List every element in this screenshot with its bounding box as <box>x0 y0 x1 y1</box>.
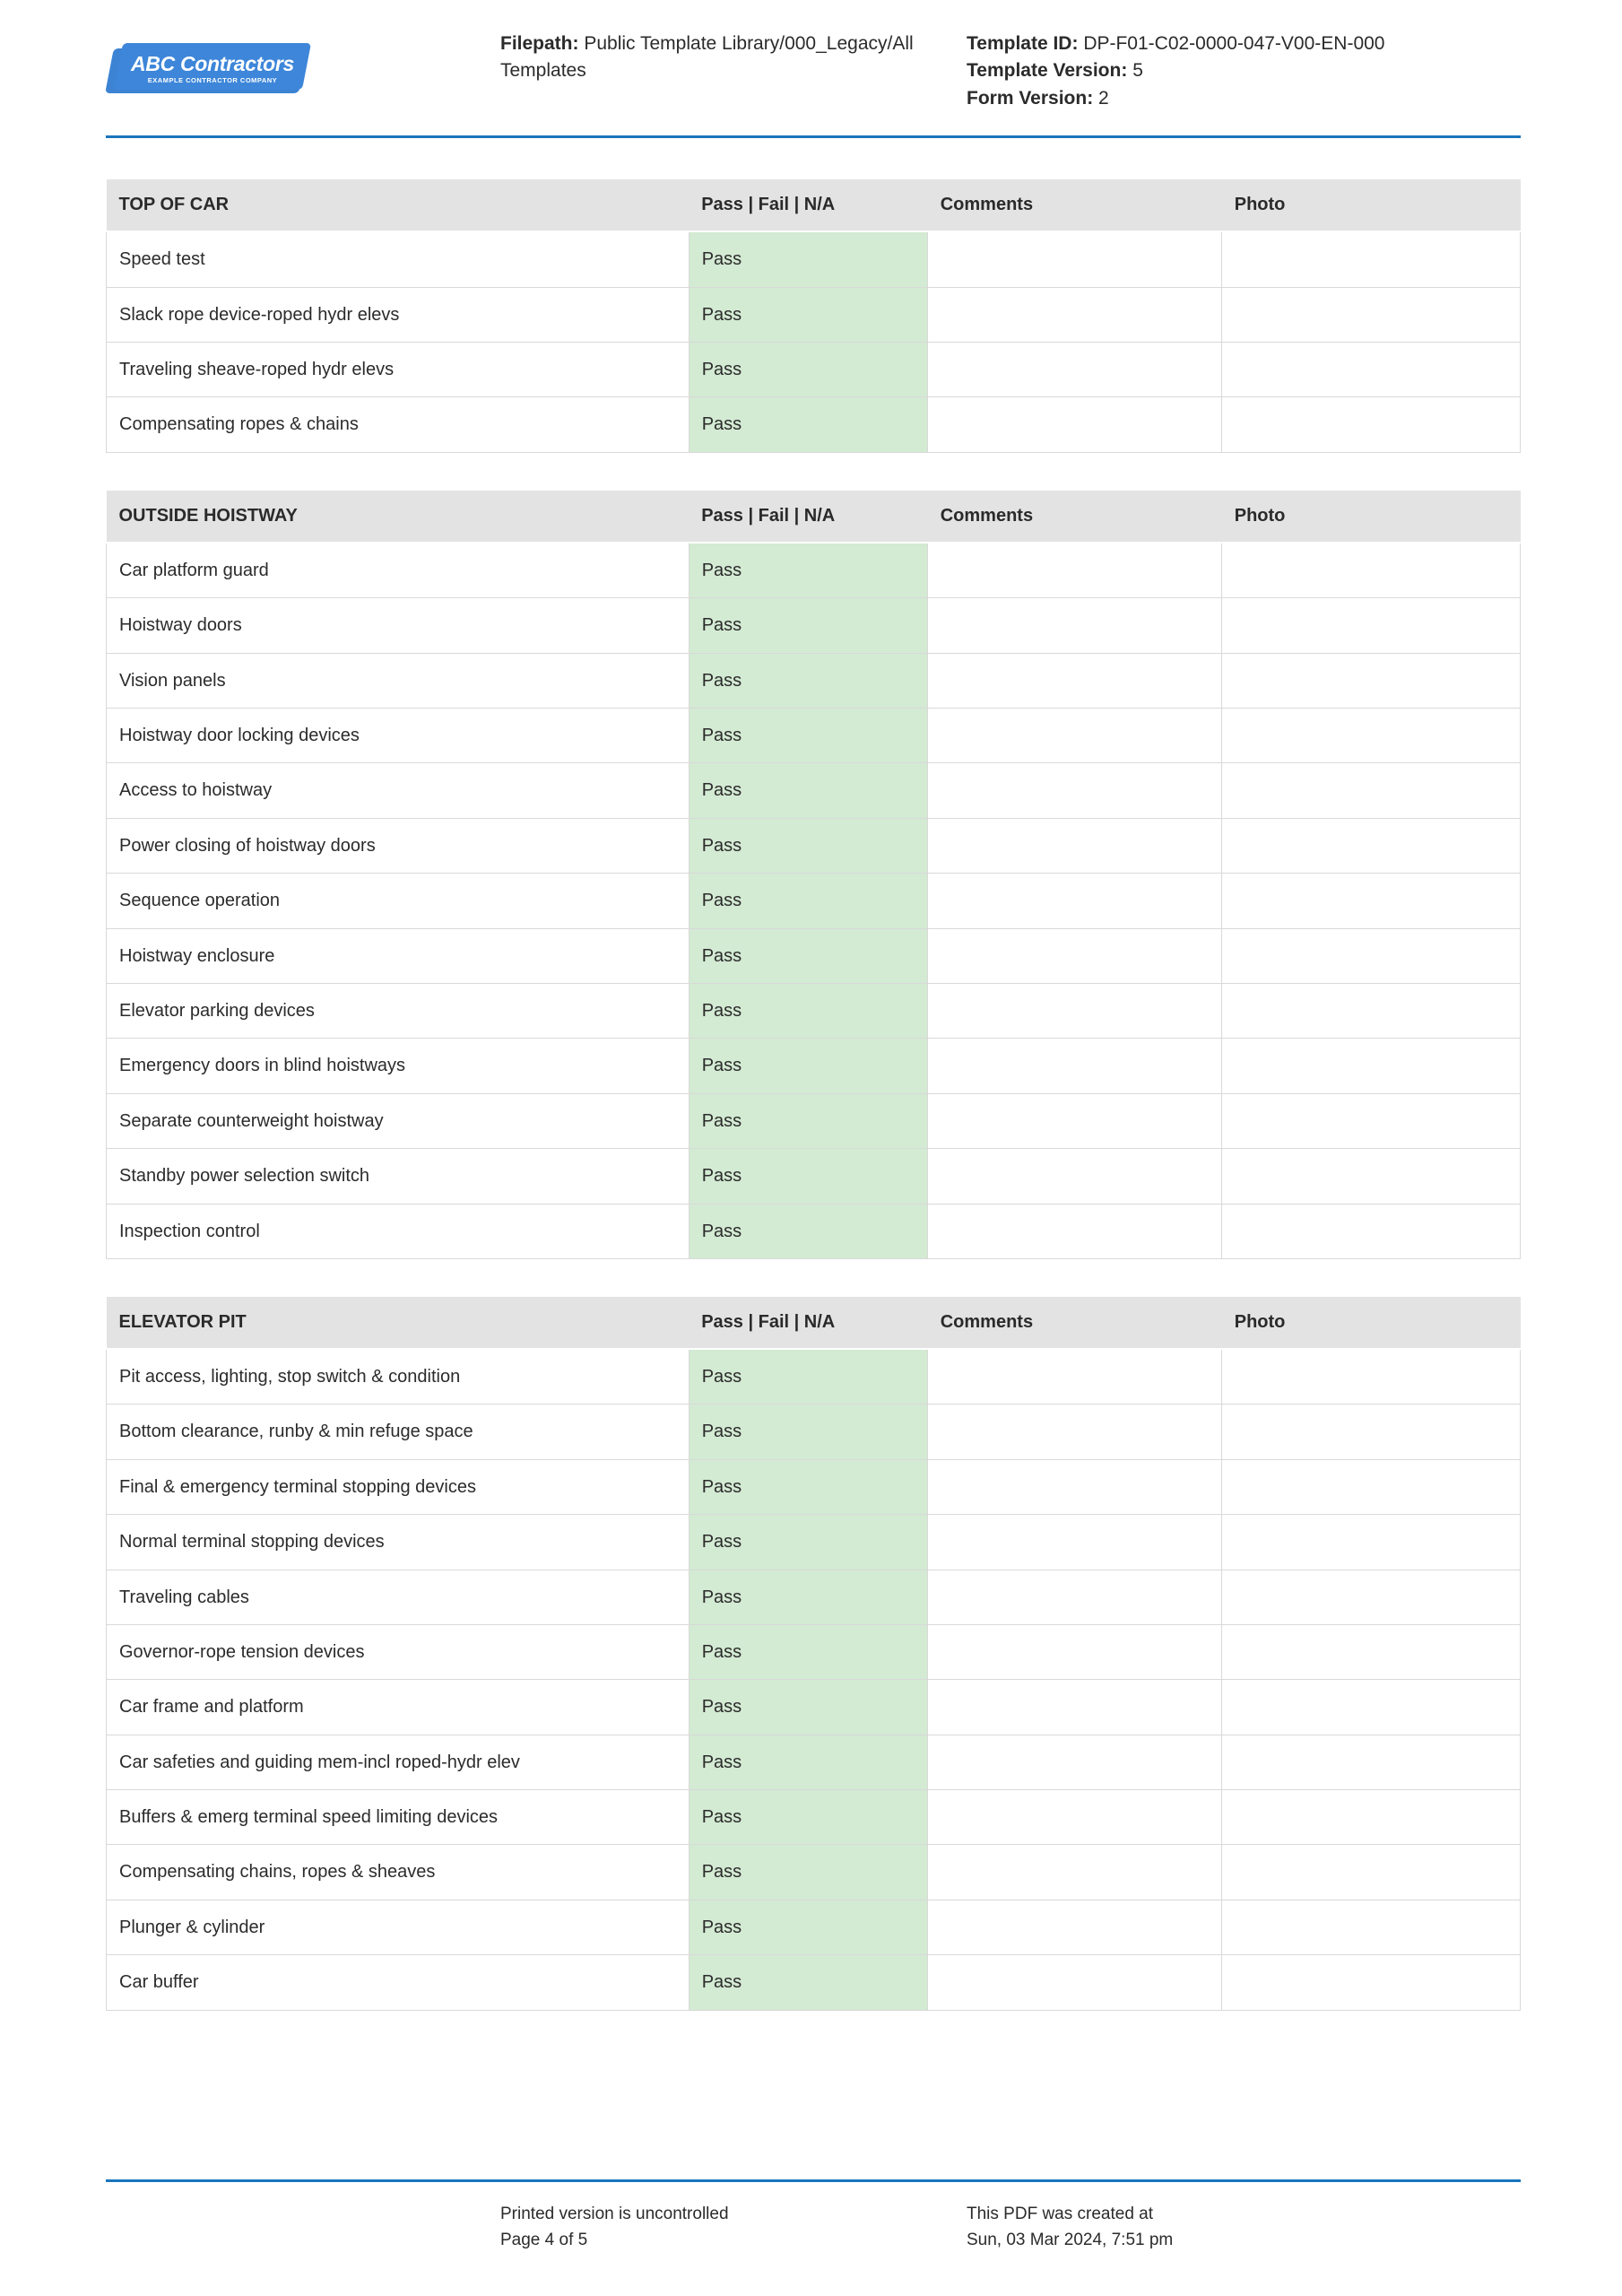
status-cell[interactable]: Pass <box>689 543 928 598</box>
checklist-item-label: Elevator parking devices <box>107 984 690 1039</box>
photo-cell[interactable] <box>1222 1459 1521 1514</box>
table-row <box>107 1515 1521 1570</box>
photo-cell[interactable] <box>1222 1149 1521 1204</box>
comments-cell[interactable] <box>928 763 1222 818</box>
checklist-item-label: Sequence operation <box>107 874 690 928</box>
checklist-item-label: Hoistway doors <box>107 598 690 653</box>
status-cell[interactable]: Pass <box>689 1624 928 1679</box>
comments-cell[interactable] <box>928 984 1222 1039</box>
status-cell[interactable]: Pass <box>689 1459 928 1514</box>
column-header-comments: Comments <box>928 179 1222 231</box>
comments-cell[interactable] <box>928 1680 1222 1735</box>
photo-cell[interactable] <box>1222 818 1521 873</box>
photo-cell[interactable] <box>1222 1900 1521 1954</box>
photo-cell[interactable] <box>1222 1624 1521 1679</box>
status-cell[interactable]: Pass <box>689 1900 928 1954</box>
document-footer <box>0 2179 1622 2253</box>
pdf-created-value: Sun, 03 Mar 2024, 7:51 pm <box>967 2230 1174 2249</box>
checklist-item-label: Final & emergency terminal stopping devices <box>107 1459 690 1514</box>
photo-cell[interactable] <box>1222 231 1521 287</box>
template-version-value: 5 <box>1132 60 1143 82</box>
photo-cell[interactable] <box>1222 1790 1521 1845</box>
photo-cell[interactable] <box>1222 874 1521 928</box>
checklist-item-label: Car safeties and guiding mem-incl roped-hydr elev <box>107 1735 690 1789</box>
comments-cell[interactable] <box>928 543 1222 598</box>
status-cell[interactable]: Pass <box>689 1204 928 1258</box>
checklist-item-label: Pit access, lighting, stop switch & condition <box>107 1349 690 1405</box>
status-cell[interactable]: Pass <box>689 653 928 708</box>
template-id-value: DP-F01-C02-0000-047-V00-EN-000 <box>1083 33 1385 54</box>
status-cell[interactable]: Pass <box>689 1680 928 1735</box>
table-row <box>107 1093 1521 1148</box>
template-id-line <box>967 30 1469 57</box>
photo-cell[interactable] <box>1222 763 1521 818</box>
photo-cell[interactable] <box>1222 1204 1521 1258</box>
photo-cell[interactable] <box>1222 1735 1521 1789</box>
status-cell[interactable]: Pass <box>689 1039 928 1093</box>
table-header-row <box>107 179 1521 231</box>
table-row <box>107 1405 1521 1459</box>
photo-cell[interactable] <box>1222 1680 1521 1735</box>
checklist-table <box>106 179 1521 453</box>
status-cell[interactable]: Pass <box>689 1149 928 1204</box>
status-cell[interactable]: Pass <box>689 1093 928 1148</box>
template-version-line <box>967 57 1469 84</box>
status-cell[interactable]: Pass <box>689 818 928 873</box>
checklist-item-label: Power closing of hoistway doors <box>107 818 690 873</box>
checklist-item-label: Traveling sheave-roped hydr elevs <box>107 343 690 397</box>
photo-cell[interactable] <box>1222 928 1521 983</box>
filepath-label: Filepath: <box>500 33 579 54</box>
status-cell[interactable]: Pass <box>689 1349 928 1405</box>
photo-cell[interactable] <box>1222 1845 1521 1900</box>
checklist-item-label: Compensating ropes & chains <box>107 397 690 452</box>
pdf-created-label: This PDF was created at <box>967 2205 1154 2223</box>
photo-cell[interactable] <box>1222 1093 1521 1148</box>
comments-cell[interactable] <box>928 1405 1222 1459</box>
table-row <box>107 1349 1521 1405</box>
template-id-label: Template ID: <box>967 33 1079 54</box>
table-row <box>107 598 1521 653</box>
table-row <box>107 397 1521 452</box>
table-row <box>107 818 1521 873</box>
comments-cell[interactable] <box>928 928 1222 983</box>
checklist-table <box>106 491 1521 1259</box>
checklist-item-label: Access to hoistway <box>107 763 690 818</box>
comments-cell[interactable] <box>928 1349 1222 1405</box>
comments-cell[interactable] <box>928 1735 1222 1789</box>
photo-cell[interactable] <box>1222 397 1521 452</box>
status-cell[interactable]: Pass <box>689 928 928 983</box>
comments-cell[interactable] <box>928 1955 1222 2010</box>
footer-pdf-block <box>967 2202 1469 2253</box>
table-row <box>107 763 1521 818</box>
table-header-row <box>107 491 1521 543</box>
photo-cell[interactable] <box>1222 1955 1521 2010</box>
form-version-label: Form Version: <box>967 87 1094 109</box>
table-row <box>107 343 1521 397</box>
company-logo <box>106 41 310 97</box>
photo-cell[interactable] <box>1222 287 1521 342</box>
table-row <box>107 874 1521 928</box>
checklist-item-label: Plunger & cylinder <box>107 1900 690 1954</box>
checklist-item-label: Emergency doors in blind hoistways <box>107 1039 690 1093</box>
logo-text-wrap <box>106 41 310 97</box>
status-cell[interactable]: Pass <box>689 1515 928 1570</box>
table-row <box>107 1204 1521 1258</box>
template-meta-block <box>967 27 1469 112</box>
checklist-item-label: Compensating chains, ropes & sheaves <box>107 1845 690 1900</box>
page-number: Page 4 of 5 <box>500 2230 588 2249</box>
footer-row <box>0 2182 1622 2253</box>
table-row <box>107 709 1521 763</box>
status-cell[interactable]: Pass <box>689 1845 928 1900</box>
column-header-photo: Photo <box>1222 179 1521 231</box>
table-row <box>107 1459 1521 1514</box>
column-header-status: Pass | Fail | N/A <box>689 1297 928 1349</box>
comments-cell[interactable] <box>928 818 1222 873</box>
photo-cell[interactable] <box>1222 543 1521 598</box>
uncontrolled-notice: Printed version is uncontrolled <box>500 2205 729 2223</box>
column-header-comments: Comments <box>928 1297 1222 1349</box>
comments-cell[interactable] <box>928 1515 1222 1570</box>
status-cell[interactable]: Pass <box>689 709 928 763</box>
photo-cell[interactable] <box>1222 598 1521 653</box>
status-cell[interactable]: Pass <box>689 1735 928 1789</box>
status-cell[interactable]: Pass <box>689 598 928 653</box>
filepath-block <box>500 27 967 85</box>
comments-cell[interactable] <box>928 343 1222 397</box>
checklist-item-label: Standby power selection switch <box>107 1149 690 1204</box>
status-cell[interactable]: Pass <box>689 874 928 928</box>
photo-cell[interactable] <box>1222 709 1521 763</box>
filepath-value: Public Template Library/000_Legacy/All Templates <box>500 33 914 82</box>
checklist-item-label: Buffers & emerg terminal speed limiting devices <box>107 1790 690 1845</box>
comments-cell[interactable] <box>928 231 1222 287</box>
logo-company-name: ABC Contractors <box>130 52 295 76</box>
photo-cell[interactable] <box>1222 1515 1521 1570</box>
checklist-item-label: Hoistway enclosure <box>107 928 690 983</box>
table-row <box>107 1845 1521 1900</box>
checklist-item-label: Car frame and platform <box>107 1680 690 1735</box>
table-row <box>107 1680 1521 1735</box>
table-row <box>107 928 1521 983</box>
checklist-item-label: Normal terminal stopping devices <box>107 1515 690 1570</box>
comments-cell[interactable] <box>928 1624 1222 1679</box>
table-row <box>107 1790 1521 1845</box>
document-header <box>0 0 1622 112</box>
form-version-line <box>967 85 1469 112</box>
column-header-photo: Photo <box>1222 1297 1521 1349</box>
comments-cell[interactable] <box>928 287 1222 342</box>
table-row <box>107 1624 1521 1679</box>
status-cell[interactable]: Pass <box>689 231 928 287</box>
template-version-label: Template Version: <box>967 60 1128 82</box>
comments-cell[interactable] <box>928 1149 1222 1204</box>
footer-left-spacer <box>106 2202 500 2253</box>
table-row <box>107 984 1521 1039</box>
comments-cell[interactable] <box>928 397 1222 452</box>
checklist-item-label: Speed test <box>107 231 690 287</box>
status-cell[interactable]: Pass <box>689 763 928 818</box>
comments-cell[interactable] <box>928 653 1222 708</box>
header-divider <box>106 135 1521 138</box>
table-row <box>107 1900 1521 1954</box>
checklist-table <box>106 1297 1521 2011</box>
status-cell[interactable]: Pass <box>689 287 928 342</box>
checklist-item-label: Car buffer <box>107 1955 690 2010</box>
status-cell[interactable]: Pass <box>689 397 928 452</box>
photo-cell[interactable] <box>1222 343 1521 397</box>
status-cell[interactable]: Pass <box>689 1570 928 1624</box>
checklist-item-label: Governor-rope tension devices <box>107 1624 690 1679</box>
comments-cell[interactable] <box>928 598 1222 653</box>
table-header-row <box>107 1297 1521 1349</box>
photo-cell[interactable] <box>1222 1405 1521 1459</box>
comments-cell[interactable] <box>928 1845 1222 1900</box>
comments-cell[interactable] <box>928 1900 1222 1954</box>
status-cell[interactable]: Pass <box>689 1790 928 1845</box>
column-header-photo: Photo <box>1222 491 1521 543</box>
checklist-item-label: Traveling cables <box>107 1570 690 1624</box>
comments-cell[interactable] <box>928 1790 1222 1845</box>
comments-cell[interactable] <box>928 1459 1222 1514</box>
table-row <box>107 1570 1521 1624</box>
checklist-item-label: Vision panels <box>107 653 690 708</box>
logo-tagline: EXAMPLE CONTRACTOR COMPANY <box>147 76 278 85</box>
photo-cell[interactable] <box>1222 1349 1521 1405</box>
footer-notice-block <box>500 2202 967 2253</box>
checklist-item-label: Slack rope device-roped hydr elevs <box>107 287 690 342</box>
table-row <box>107 287 1521 342</box>
photo-cell[interactable] <box>1222 1570 1521 1624</box>
comments-cell[interactable] <box>928 1093 1222 1148</box>
checklist-item-label: Inspection control <box>107 1204 690 1258</box>
photo-cell[interactable] <box>1222 653 1521 708</box>
comments-cell[interactable] <box>928 1204 1222 1258</box>
table-row <box>107 1955 1521 2010</box>
form-version-value: 2 <box>1098 87 1109 109</box>
table-row <box>107 543 1521 598</box>
comments-cell[interactable] <box>928 874 1222 928</box>
checklist-item-label: Hoistway door locking devices <box>107 709 690 763</box>
comments-cell[interactable] <box>928 709 1222 763</box>
table-row <box>107 1735 1521 1789</box>
column-header-comments: Comments <box>928 491 1222 543</box>
section-title: ELEVATOR PIT <box>107 1297 690 1349</box>
checklist-item-label: Bottom clearance, runby & min refuge space <box>107 1405 690 1459</box>
column-header-status: Pass | Fail | N/A <box>689 179 928 231</box>
checklist-item-label: Separate counterweight hoistway <box>107 1093 690 1148</box>
filepath-line <box>500 30 967 85</box>
status-cell[interactable]: Pass <box>689 1405 928 1459</box>
status-cell[interactable]: Pass <box>689 343 928 397</box>
table-row <box>107 1039 1521 1093</box>
checklist-item-label: Car platform guard <box>107 543 690 598</box>
table-row <box>107 231 1521 287</box>
logo-cell <box>106 27 500 97</box>
status-cell[interactable]: Pass <box>689 1955 928 2010</box>
table-row <box>107 1149 1521 1204</box>
comments-cell[interactable] <box>928 1570 1222 1624</box>
photo-cell[interactable] <box>1222 1039 1521 1093</box>
comments-cell[interactable] <box>928 1039 1222 1093</box>
table-row <box>107 653 1521 708</box>
column-header-status: Pass | Fail | N/A <box>689 491 928 543</box>
checklist-tables <box>0 179 1622 2010</box>
photo-cell[interactable] <box>1222 984 1521 1039</box>
section-title: TOP OF CAR <box>107 179 690 231</box>
section-title: OUTSIDE HOISTWAY <box>107 491 690 543</box>
status-cell[interactable]: Pass <box>689 984 928 1039</box>
